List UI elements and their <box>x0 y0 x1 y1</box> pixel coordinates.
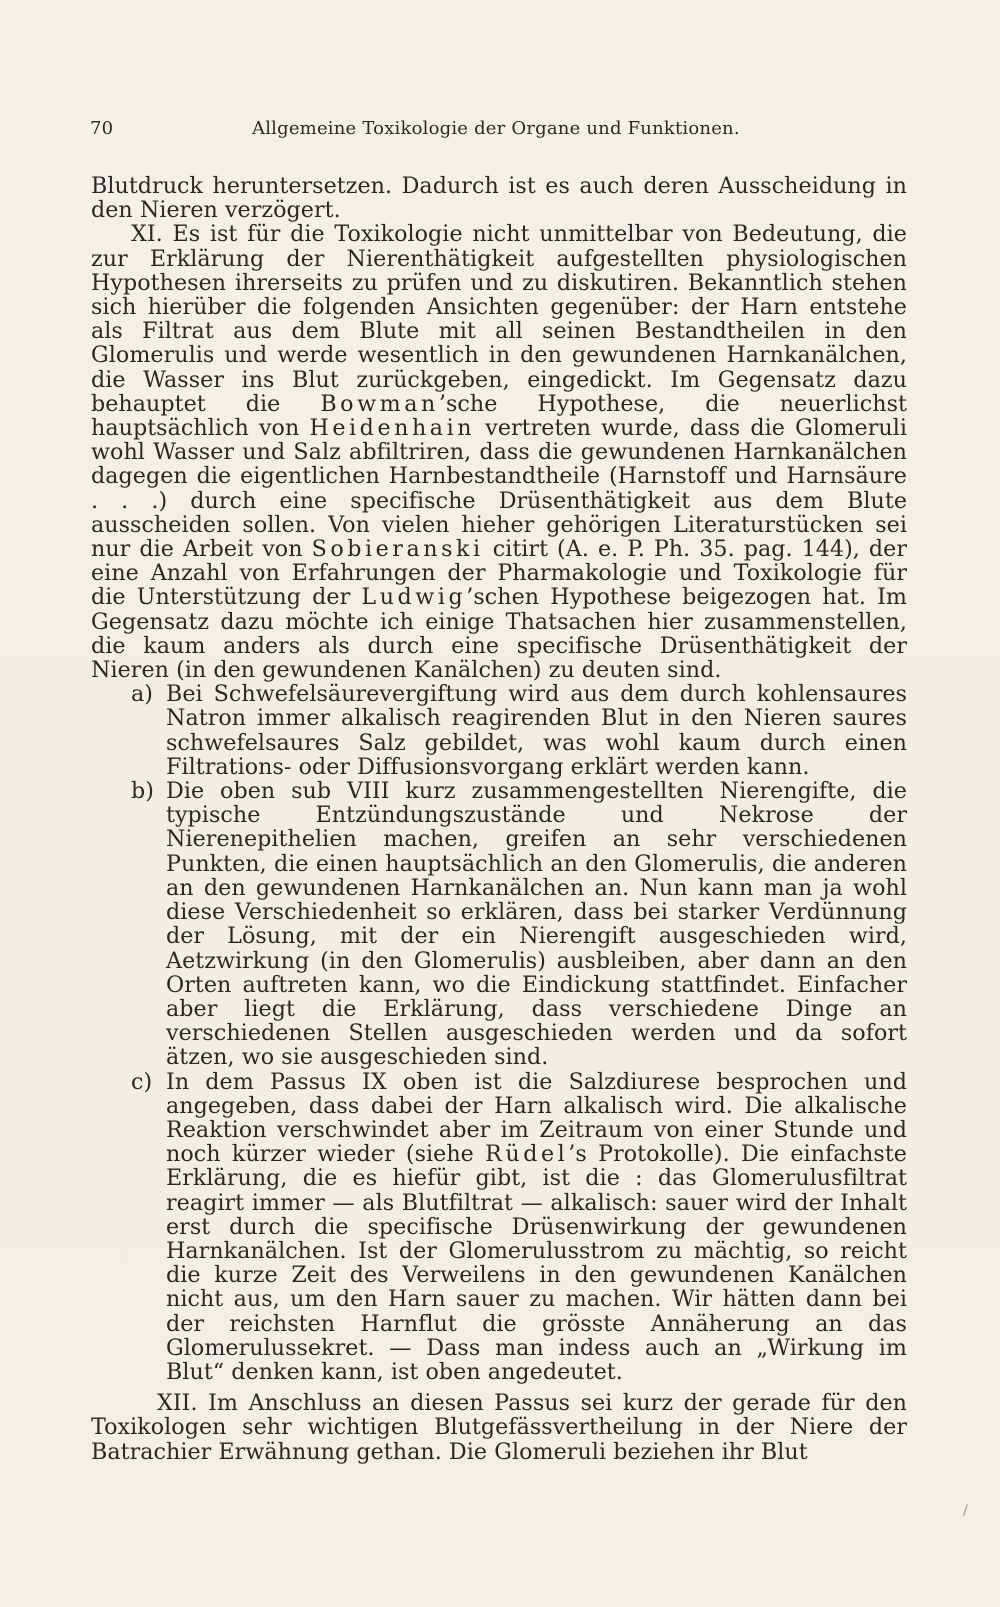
section-xi-text-5: ’schen Hypothese beigezogen hat. Im Gegensatz dazu möchte ich einige Thatsachen hier zusammenstellen, die kaum anders als durch eine specifische Drüsenthätigkeit der Nieren (in den gewundenen Kanälchen) zu deuten sind. <box>91 584 908 684</box>
section-xi-text-3: vertreten wurde, dass die Glomeruli wohl Wasser und Salz abfiltriren, dass die gewundenen Harnkanälchen dagegen die eigentlichen Harnbestandtheile (Harnstoff und Harnsäure . . .) durch eine specifische Drüsenthätigkeit aus dem Blute ausscheiden sollen. Von vielen hieher gehörigen Literaturstücken sei nur die Arbeit von <box>91 415 907 563</box>
list-marker: c) <box>131 1068 153 1095</box>
page-number: 70 <box>90 118 114 139</box>
author-name-bowman: Bowman <box>320 390 439 417</box>
running-header <box>90 118 910 148</box>
list-item-b <box>91 779 907 1069</box>
list-item-text: In dem Passus IX oben ist die Salzdiurese besprochen und angegeben, dass dabei der Harn alkalisch wird. Die alkalische Reaktion verschwindet aber im Zeitraum von einer Stunde und noch kürzer wieder (siehe <box>166 1068 907 1168</box>
section-xii-paragraph: XII. Im Anschluss an diesen Passus sei kurz der gerade für den Toxikologen sehr wichtigen Blutgefässvertheilung in der Niere der Batrachier Erwähnung gethan. Die Glomeruli beziehen ihr Blut <box>91 1390 907 1465</box>
list-item-text-continued: ’s Protokolle). Die einfachste Erklärung, die es hiefür gibt, ist die : das Glomerulusfiltrat reagirt immer — als Blutfiltrat — alkalisch: sauer wird der Inhalt erst durch die specifische Drüsenwirkung der gewundenen Harnkanälchen. Ist der Glomerulusstrom zu mächtig, so reicht die kurze Zeit des Verweilens in den gewundenen Kanälchen nicht aus, um den Harn sauer zu machen. Wir hätten dann bei der reichsten Harnflut die grösste Annäherung an das Glomerulussekret. — Dass man indess auch an „Wirkung im Blut“ denken kann, ist oben angedeutet. <box>166 1141 907 1385</box>
intro-paragraph: Blutdruck heruntersetzen. Dadurch ist es auch deren Ausscheidung in den Nieren verzögert. <box>91 173 907 224</box>
list-item-c <box>91 1070 907 1385</box>
main-text <box>91 174 907 1464</box>
author-name-sobieranski: Sobieranski <box>311 536 484 563</box>
section-xi-text-2: ’sche Hypothese, die neuerlichst hauptsächlich von <box>91 390 908 442</box>
author-name-ruedel: Rüdel <box>485 1141 569 1168</box>
section-xi-text-4: citirt (A. e. P. Ph. 35. pag. 144), der eine Anzahl von Erfahrungen der Pharmakologie und Toxikologie für die Unterstützung der <box>91 536 908 611</box>
list-item-a <box>91 682 907 779</box>
list-marker: a) <box>131 681 153 708</box>
enumerated-list <box>91 682 907 1384</box>
section-xi-text-1: XI. Es ist für die Toxikologie nicht unmittelbar von Bedeutung, die zur Erklärung der Nierenthätigkeit aufgestellten physiologischen Hypothesen ihrerseits zu prüfen und zu diskutiren. Bekanntlich stehen sich hierüber die folgenden Ansichten gegenüber: der Harn entstehe als Filtrat aus dem Blute mit all seinen Bestandtheilen in den Glomerulis und werde wesentlich in den gewundenen Harnkanälchen, die Wasser ins Blut zurückgeben, eingedickt. Im Gegensatz dazu behauptet die <box>91 221 907 417</box>
list-item-text: Die oben sub VIII kurz zusammengestellten Nierengifte, die typische Entzündungszustände und Nekrose der Nierenepithelien machen, greifen an sehr verschiedenen Punkten, die einen hauptsächlich an den Glomerulis, die anderen an den gewundenen Harnkanälchen an. Nun kann man ja wohl diese Verschiedenheit so erklären, dass bei starker Verdünnung der Lösung, mit der ein Nierengift ausgeschieden wird, Aetzwirkung (in den Glomerulis) ausbleiben, aber dann an den Orten auftreten kann, wo die Eindickung stattfindet. Einfacher aber liegt die Erklärung, dass verschiedene Dinge an verschiedenen Stellen ausgeschieden werden und da sofort ätzen, wo sie ausgeschieden sind. <box>166 778 907 1071</box>
author-name-ludwig: Ludwig <box>361 584 467 611</box>
author-name-heidenhain: Heidenhain <box>309 415 476 442</box>
running-header-title: Allgemeine Toxikologie der Organe und Funktionen. <box>252 118 740 139</box>
margin-mark: / <box>963 1503 968 1519</box>
list-item-text: Bei Schwefelsäurevergiftung wird aus dem durch kohlensaures Natron immer alkalisch reagirenden Blut in den Nieren saures schwefelsaures Salz gebildet, was wohl kaum durch einen Filtrations- oder Diffusionsvorgang erklärt werden kann. <box>166 681 907 780</box>
list-marker: b) <box>131 778 154 805</box>
section-xi-paragraph <box>91 222 907 682</box>
